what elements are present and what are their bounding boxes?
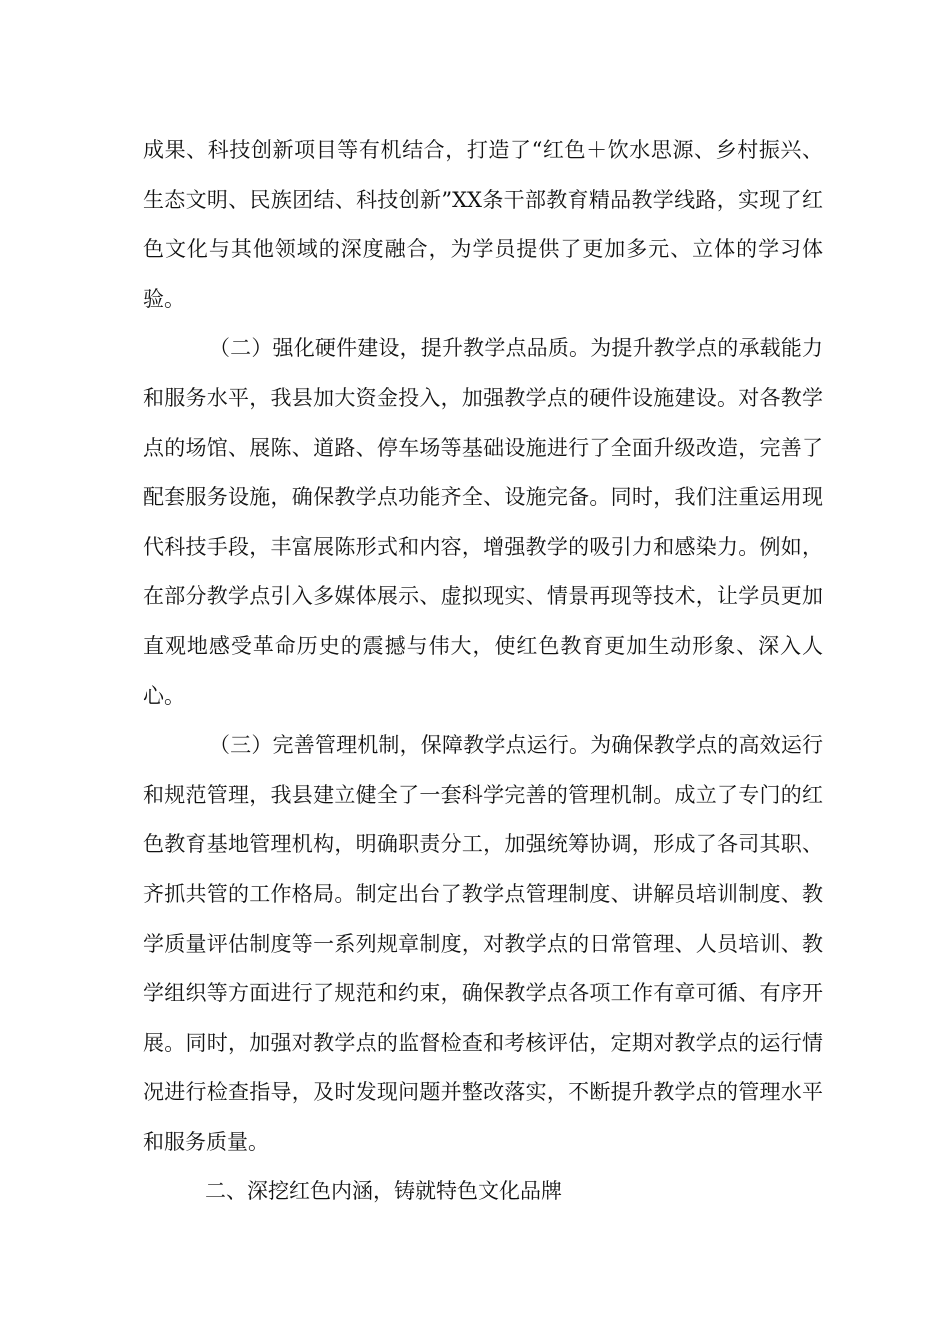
document-body — [143, 126, 823, 1217]
paragraph-management-mechanism: （三）完善管理机制，保障教学点运行。为确保教学点的高效运行和规范管理，我县建立健全了一套科学完善的管理机制。成立了专门的红色教育基地管理机构，明确职责分工，加强统筹协调，形成了各司其职、齐抓共管的工作格局。制定出台了教学点管理制度、讲解员培训制度、教学质量评估制度等一系列规章制度，对教学点的日常管理、人员培训、教学组织等方面进行了规范和约束，确保教学点各项工作有章可循、有序开展。同时，加强对教学点的监督检查和考核评估，定期对教学点的运行情况进行检查指导，及时发现问题并整改落实，不断提升教学点的管理水平和服务质量。 — [143, 733, 823, 1154]
paragraph-hardware-construction: （二）强化硬件建设，提升教学点品质。为提升教学点的承载能力和服务水平，我县加大资金投入，加强教学点的硬件设施建设。对各教学点的场馆、展陈、道路、停车场等基础设施进行了全面升级改造，完善了配套服务设施，确保教学点功能齐全、设施完备。同时，我们注重运用现代科技手段，丰富展陈形式和内容，增强教学的吸引力和感染力。例如，在部分教学点引入多媒体展示、虚拟现实、情景再现等技术，让学员更加直观地感受革命历史的震撼与伟大，使红色教育更加生动形象、深入人心。 — [143, 336, 823, 708]
section-heading: 二、深挖红色内涵，铸就特色文化品牌 — [205, 1179, 562, 1204]
paragraph-continuation: 成果、科技创新项目等有机结合，打造了“红色＋饮水思源、乡村振兴、生态文明、民族团结、科技创新”XX条干部教育精品教学线路，实现了红色文化与其他领域的深度融合，为学员提供了更加多元、立体的学习体验。 — [143, 138, 823, 311]
